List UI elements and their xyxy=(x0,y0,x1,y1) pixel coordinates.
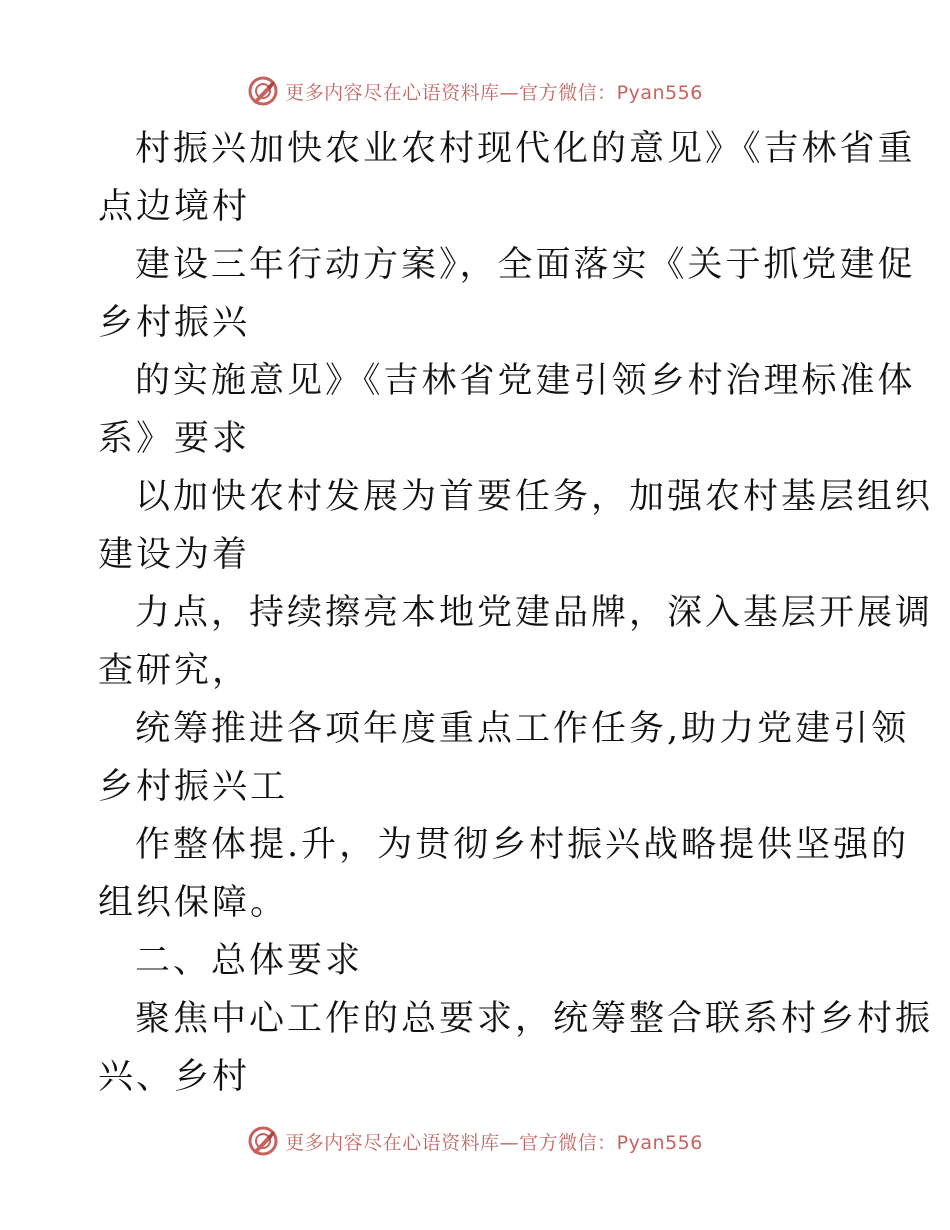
watermark-text: 更多内容尽在心语资料库—官方微信：Pyan556 xyxy=(285,1131,703,1154)
text-line: 建设三年行动方案》，全面落实《关于抓党建促 xyxy=(135,245,916,285)
watermark-text: 更多内容尽在心语资料库—官方微信：Pyan556 xyxy=(285,81,703,104)
text-line: 乡村振兴 xyxy=(98,303,251,343)
pen-seal-icon xyxy=(247,1125,279,1157)
text-line: 的实施意见》《吉林省党建引领乡村治理标准体 xyxy=(135,361,916,401)
header-watermark xyxy=(0,74,950,108)
text-line: 点边境村 xyxy=(98,187,251,227)
text-line: 建设为着 xyxy=(98,535,251,575)
text-line: 兴、乡村 xyxy=(98,1057,251,1097)
text-line: 村振兴加快农业农村现代化的意见》《吉林省重 xyxy=(135,129,916,169)
body-text xyxy=(98,120,934,1106)
footer-watermark xyxy=(0,1124,950,1158)
text-line: 系》要求 xyxy=(98,419,251,459)
section-heading: 二、总体要求 xyxy=(135,941,364,981)
text-line: 查研究， xyxy=(98,651,251,691)
pen-seal-icon xyxy=(247,75,279,107)
text-line: 以加快农村发展为首要任务，加强农村基层组织 xyxy=(135,477,934,517)
text-line: 聚焦中心工作的总要求，统筹整合联系村乡村振 xyxy=(135,999,934,1039)
text-line: 力点，持续擦亮本地党建品牌，深入基层开展调 xyxy=(135,593,934,633)
text-line: 乡村振兴工 xyxy=(98,767,289,807)
text-line: 作整体提.升，为贯彻乡村振兴战略提供坚强的 xyxy=(135,825,910,865)
text-line: 统筹推进各项年度重点工作任务,助力党建引领 xyxy=(135,709,910,749)
text-line: 组织保障。 xyxy=(98,883,289,923)
